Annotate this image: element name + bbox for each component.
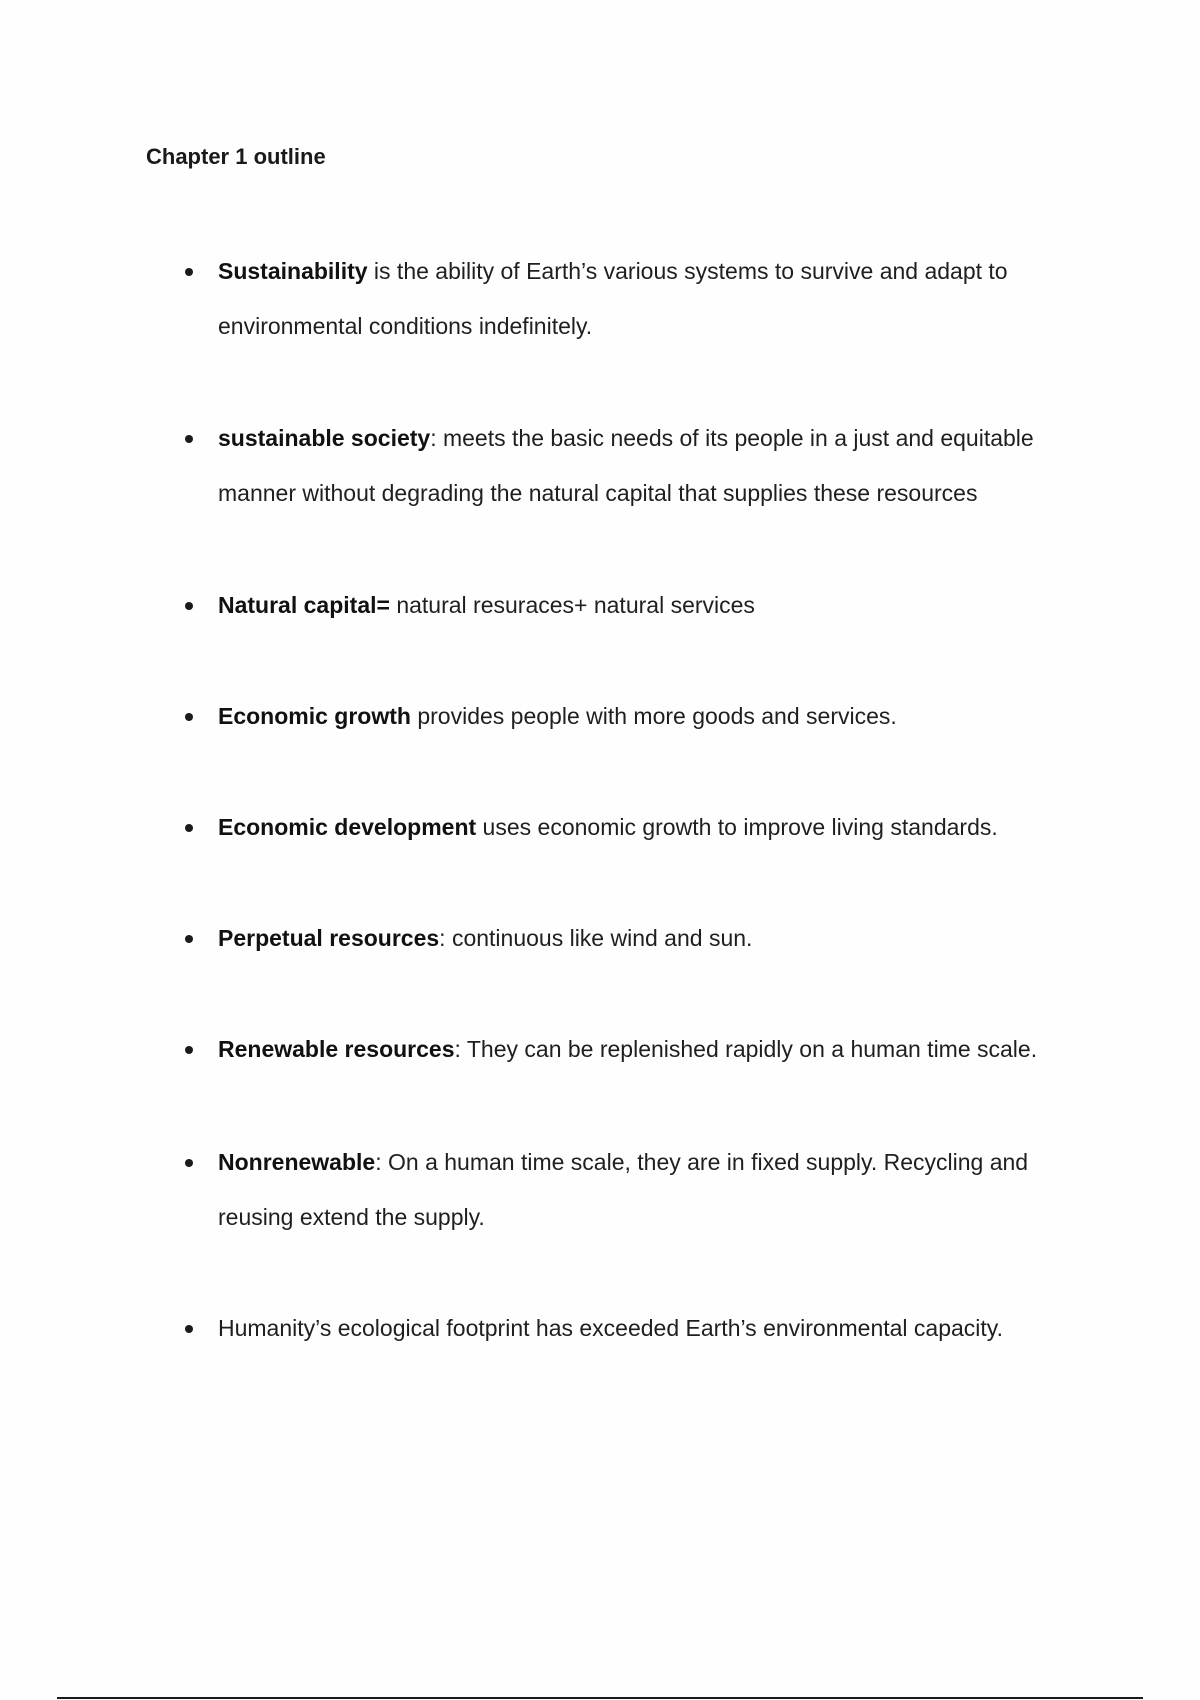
item-text bbox=[218, 411, 1102, 521]
bullet-icon bbox=[185, 935, 193, 943]
list-item bbox=[182, 1135, 1102, 1245]
footer-divider bbox=[57, 1697, 1143, 1699]
item-term: Renewable resources bbox=[218, 1036, 455, 1062]
item-term: Nonrenewable bbox=[218, 1149, 376, 1175]
item-term: Perpetual resources bbox=[218, 925, 440, 951]
item-text bbox=[218, 911, 1102, 966]
list-item bbox=[182, 411, 1102, 521]
item-text bbox=[218, 1301, 1102, 1356]
list-item bbox=[182, 1301, 1102, 1356]
bullet-icon bbox=[185, 713, 193, 721]
item-text bbox=[218, 1135, 1102, 1245]
bullet-icon bbox=[185, 435, 193, 443]
list-item bbox=[182, 1022, 1102, 1077]
item-description: is the ability of Earth’s various systems to survive and adapt to environmental conditions indefinitely. bbox=[218, 258, 1008, 339]
item-text bbox=[218, 800, 1102, 855]
list-item bbox=[182, 800, 1102, 855]
item-description: : On a human time scale, they are in fixed supply. Recycling and reusing extend the supply. bbox=[218, 1149, 1029, 1230]
bullet-icon bbox=[185, 1325, 193, 1333]
item-text bbox=[218, 578, 1102, 633]
bullet-icon bbox=[185, 602, 193, 610]
item-term: Economic growth bbox=[218, 703, 411, 729]
item-text bbox=[218, 689, 1102, 744]
item-term: Natural capital= bbox=[218, 592, 390, 618]
item-description: uses economic growth to improve living standards. bbox=[476, 814, 998, 840]
page-title: Chapter 1 outline bbox=[146, 144, 326, 169]
list-item bbox=[182, 689, 1102, 744]
item-description: : meets the basic needs of its people in a just and equitable manner without degrading the natural capital that supplies these resources bbox=[218, 425, 1034, 506]
bullet-icon bbox=[185, 824, 193, 832]
item-term: Economic development bbox=[218, 814, 477, 840]
list-item bbox=[182, 578, 1102, 633]
item-text bbox=[218, 1022, 1102, 1077]
item-description: : They can be replenished rapidly on a human time scale. bbox=[454, 1036, 1038, 1062]
item-term: sustainable society bbox=[218, 425, 431, 451]
list-item bbox=[182, 244, 1102, 354]
item-description: Humanity’s ecological footprint has exceeded Earth’s environmental capacity. bbox=[218, 1315, 1003, 1341]
bullet-icon bbox=[185, 1159, 193, 1167]
item-description: provides people with more goods and services. bbox=[410, 703, 897, 729]
item-description: : continuous like wind and sun. bbox=[439, 925, 753, 951]
list-item bbox=[182, 911, 1102, 966]
item-text bbox=[218, 244, 1102, 354]
bullet-icon bbox=[185, 268, 193, 276]
item-description: natural resuraces+ natural services bbox=[389, 592, 755, 618]
bullet-icon bbox=[185, 1046, 193, 1054]
item-term: Sustainability bbox=[218, 258, 368, 284]
